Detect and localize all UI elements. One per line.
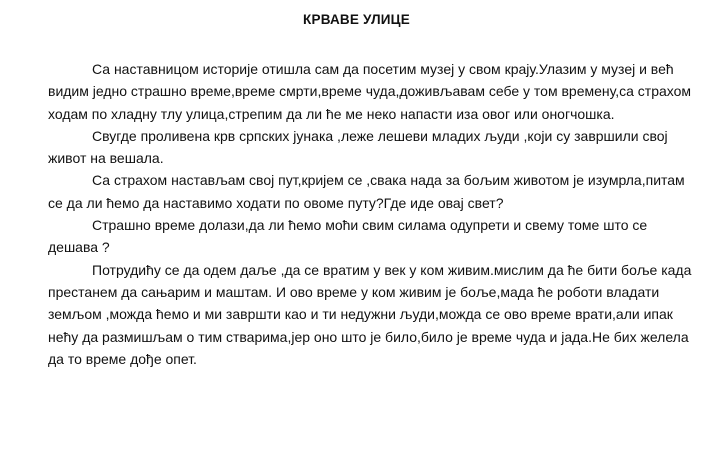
text-line: Страшно време долази,да ли ћемо моћи свим силама одупрети и свему томе што се: [92, 217, 648, 234]
text-line: се да ли ћемо да наставимо ходати по овоме путу?Где иде овај свет?: [48, 194, 504, 211]
text-line: живот на вешала.: [48, 150, 164, 167]
text-line: Потрудићу се да одем даље ,да се вратим у век у ком живим.мислим да ће бити боље када: [92, 261, 692, 278]
text-line: престанем да сањарим и маштам. И ово време у ком живим је боље,мада ће роботи владати: [48, 283, 660, 300]
document-title: КРВАВЕ УЛИЦЕ: [303, 12, 410, 27]
text-line: Са страхом настављам свој пут,кријем се ,свака нада за бољим животом је изумрла,питам: [92, 172, 685, 189]
text-line: дешава ?: [48, 239, 110, 256]
text-line: ходам по хладну тлу улица,стрепим да ли ће ме неко напасти иза овог или оногчошка.: [48, 105, 615, 122]
text-line: видим једно страшно време,време смрти,време чуда,доживљавам себе у том времену,са страхом: [48, 83, 692, 100]
text-line: Са наставницом историје отишла сам да посетим музеј у свом крају.Улазим у музеј и већ: [92, 61, 674, 77]
text-line: Свугде проливена крв српских јунака ,леже лешеви младих људи ,који су завршили свој: [92, 127, 668, 144]
document-body: [48, 58, 698, 370]
text-line: нећу да размишљам о тим стварима,јер оно што је било,било је време чуда и јада.Не бих желела: [48, 328, 689, 345]
text-line: земљом ,можда ћемо и ми завршти као и ти недужни људи,можда се ово време врати,али ипак: [48, 306, 673, 323]
text-line: да то време дође опет.: [48, 350, 197, 367]
